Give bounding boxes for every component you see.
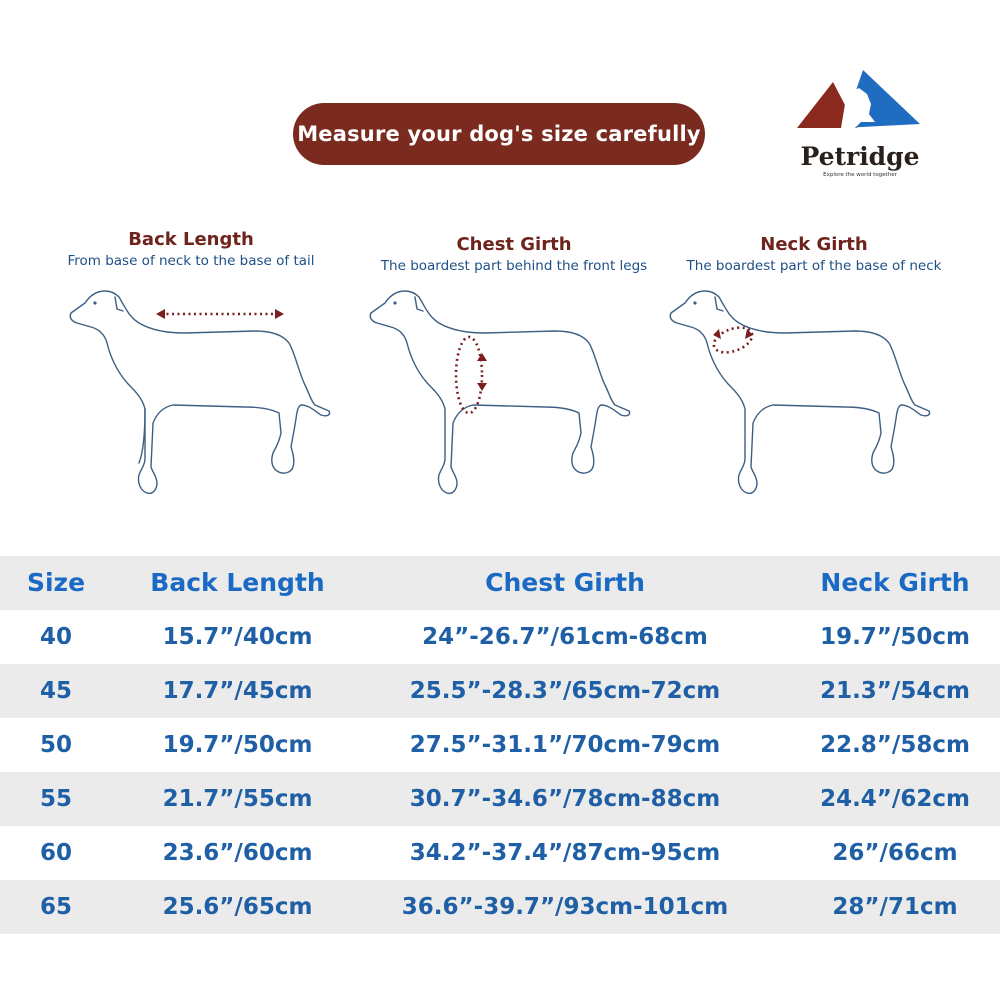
chest-girth-cell: 36.6”-39.7”/93cm-101cm — [401, 894, 729, 920]
neck-girth-cell: 21.3”/54cm — [820, 678, 970, 704]
neck-girth-cell: 24.4”/62cm — [820, 786, 970, 812]
dog-chest-girth-illustration — [365, 283, 635, 508]
header-back-length: Back Length — [150, 568, 325, 597]
back-length-cell: 21.7”/55cm — [162, 786, 313, 812]
chest-girth-cell: 27.5”-31.1”/70cm-79cm — [409, 732, 721, 758]
header-neck-girth: Neck Girth — [820, 568, 970, 597]
table-row — [0, 718, 1000, 772]
chest-girth-cell: 34.2”-37.4”/87cm-95cm — [409, 840, 721, 866]
dog-outline-icon — [665, 283, 935, 508]
table-row — [0, 880, 1000, 934]
dog-outline-icon — [65, 283, 335, 508]
chest-girth-title: Chest Girth — [456, 234, 572, 255]
size-cell: 45 — [39, 678, 72, 704]
neck-girth-cell: 22.8”/58cm — [820, 732, 970, 758]
brand-name: Petridge — [800, 142, 920, 171]
neck-girth-subtitle: The boardest part of the base of neck — [686, 258, 942, 274]
size-cell: 50 — [39, 732, 72, 758]
table-row — [0, 772, 1000, 826]
neck-girth-cell: 28”/71cm — [832, 894, 958, 920]
logo-mark-icon — [795, 68, 920, 128]
size-cell: 65 — [39, 894, 72, 920]
back-length-title: Back Length — [128, 229, 254, 250]
measure-banner — [293, 103, 705, 165]
dog-back-length-illustration — [65, 283, 335, 508]
neck-girth-cell: 26”/66cm — [832, 840, 958, 866]
banner-text: Measure your dog's size carefully — [297, 122, 701, 146]
chest-girth-subtitle: The boardest part behind the front legs — [380, 258, 648, 274]
neck-girth-guide — [664, 233, 964, 275]
back-length-cell: 15.7”/40cm — [162, 624, 313, 650]
chest-girth-cell: 30.7”-34.6”/78cm-88cm — [409, 786, 721, 812]
table-row — [0, 664, 1000, 718]
brand-logo — [790, 68, 930, 183]
size-cell: 60 — [39, 840, 72, 866]
chest-girth-guide — [364, 233, 664, 275]
chest-girth-cell: 25.5”-28.3”/65cm-72cm — [409, 678, 721, 704]
size-cell: 55 — [39, 786, 72, 812]
header-size: Size — [26, 568, 86, 597]
back-length-cell: 25.6”/65cm — [162, 894, 313, 920]
neck-girth-title: Neck Girth — [760, 234, 868, 255]
table-row — [0, 826, 1000, 880]
back-length-cell: 17.7”/45cm — [162, 678, 313, 704]
neck-girth-cell: 19.7”/50cm — [820, 624, 970, 650]
table-header-row — [0, 556, 1000, 610]
chest-girth-cell: 24”-26.7”/61cm-68cm — [422, 624, 708, 650]
size-cell: 40 — [39, 624, 72, 650]
back-length-subtitle: From base of neck to the base of tail — [67, 253, 315, 269]
back-length-guide — [41, 228, 341, 270]
back-length-cell: 19.7”/50cm — [162, 732, 313, 758]
size-chart-table — [0, 556, 1000, 934]
header-chest-girth: Chest Girth — [485, 568, 645, 597]
dog-neck-girth-illustration — [665, 283, 935, 508]
dog-outline-icon — [365, 283, 635, 508]
table-row — [0, 610, 1000, 664]
back-length-cell: 23.6”/60cm — [162, 840, 313, 866]
brand-tagline: Explore the world together — [823, 172, 897, 178]
